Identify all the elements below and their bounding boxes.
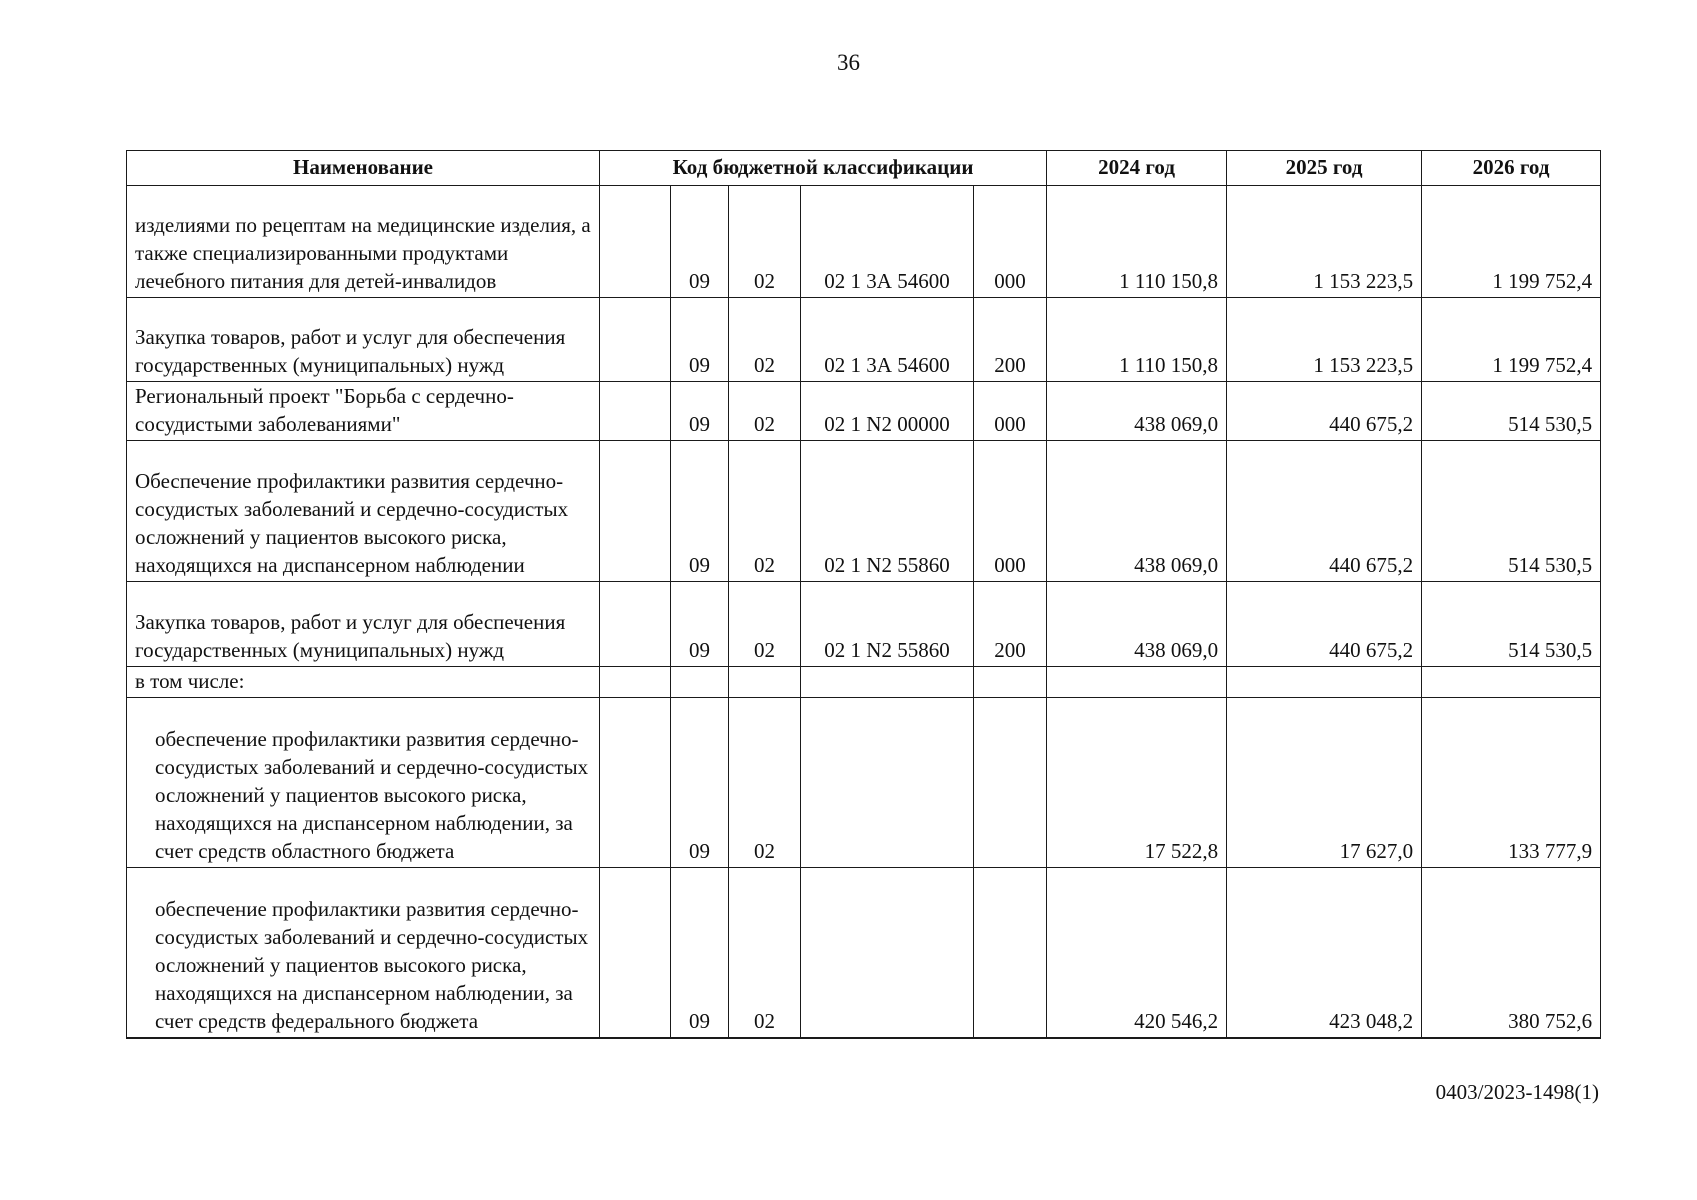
value-2025: 440 675,2: [1227, 382, 1422, 441]
value-2024: [1047, 667, 1227, 698]
page-number: 36: [837, 50, 860, 75]
target-code: 02 1 N2 55860: [801, 582, 974, 667]
code-cell: [600, 582, 671, 667]
table-row: [127, 868, 1601, 1038]
target-code: 02 1 N2 55860: [801, 441, 974, 582]
table-row: [127, 298, 1601, 382]
section-code: 09: [671, 698, 729, 868]
code-cell: [600, 868, 671, 1038]
table-row: [127, 698, 1601, 868]
row-name: Закупка товаров, работ и услуг для обеспечения государственных (муниципальных) нужд: [127, 582, 600, 667]
header-2024: 2024 год: [1047, 151, 1227, 186]
value-2024: 438 069,0: [1047, 582, 1227, 667]
value-2024: 1 110 150,8: [1047, 298, 1227, 382]
section-code: 09: [671, 441, 729, 582]
value-2026: 514 530,5: [1422, 382, 1601, 441]
value-2026: [1422, 667, 1601, 698]
target-code: 02 1 N2 00000: [801, 382, 974, 441]
expense-type-code: 000: [974, 186, 1047, 298]
subsection-code: [729, 667, 801, 698]
value-2026: 1 199 752,4: [1422, 298, 1601, 382]
row-name: Региональный проект "Борьба с сердечно-сосудистыми заболеваниями": [127, 382, 600, 441]
expense-type-code: 000: [974, 382, 1047, 441]
value-2025: 440 675,2: [1227, 441, 1422, 582]
row-name: обеспечение профилактики развития сердечно-сосудистых заболеваний и сердечно-сосудистых осложнений у пациентов высокого риска, находящихся на диспансерном наблюдении, за счет средств федерального бюджета: [127, 868, 600, 1038]
target-code: 02 1 3А 54600: [801, 298, 974, 382]
target-code: [801, 698, 974, 868]
code-cell: [600, 382, 671, 441]
value-2026: 380 752,6: [1422, 868, 1601, 1038]
header-code: Код бюджетной классификации: [600, 151, 1047, 186]
row-name: изделиями по рецептам на медицинские изделия, а также специализированными продуктами лечебного питания для детей-инвалидов: [127, 186, 600, 298]
table-header-row: [127, 151, 1601, 186]
value-2025: 1 153 223,5: [1227, 186, 1422, 298]
value-2026: 133 777,9: [1422, 698, 1601, 868]
table-row: [127, 582, 1601, 667]
expense-type-code: 200: [974, 582, 1047, 667]
section-code: 09: [671, 582, 729, 667]
code-cell: [600, 186, 671, 298]
header-2025: 2025 год: [1227, 151, 1422, 186]
table-row: [127, 667, 1601, 698]
value-2024: 1 110 150,8: [1047, 186, 1227, 298]
section-code: 09: [671, 868, 729, 1038]
value-2025: 1 153 223,5: [1227, 298, 1422, 382]
target-code: [801, 667, 974, 698]
expense-type-code: [974, 868, 1047, 1038]
subsection-code: 02: [729, 868, 801, 1038]
section-code: 09: [671, 186, 729, 298]
row-name: обеспечение профилактики развития сердечно-сосудистых заболеваний и сердечно-сосудистых осложнений у пациентов высокого риска, находящихся на диспансерном наблюдении, за счет средств областного бюджета: [127, 698, 600, 868]
value-2026: 514 530,5: [1422, 441, 1601, 582]
subsection-code: 02: [729, 186, 801, 298]
header-name: Наименование: [127, 151, 600, 186]
code-cell: [600, 298, 671, 382]
header-2026: 2026 год: [1422, 151, 1601, 186]
value-2024: 17 522,8: [1047, 698, 1227, 868]
code-cell: [600, 667, 671, 698]
expense-type-code: [974, 667, 1047, 698]
value-2025: 17 627,0: [1227, 698, 1422, 868]
subsection-code: 02: [729, 441, 801, 582]
value-2024: 438 069,0: [1047, 441, 1227, 582]
code-cell: [600, 441, 671, 582]
section-code: [671, 667, 729, 698]
document-code: 0403/2023-1498(1): [1435, 1080, 1599, 1104]
value-2024: 438 069,0: [1047, 382, 1227, 441]
section-code: 09: [671, 382, 729, 441]
expense-type-code: 000: [974, 441, 1047, 582]
value-2026: 514 530,5: [1422, 582, 1601, 667]
value-2025: 423 048,2: [1227, 868, 1422, 1038]
target-code: [801, 868, 974, 1038]
subsection-code: 02: [729, 382, 801, 441]
value-2026: 1 199 752,4: [1422, 186, 1601, 298]
value-2025: [1227, 667, 1422, 698]
section-code: 09: [671, 298, 729, 382]
value-2025: 440 675,2: [1227, 582, 1422, 667]
expense-type-code: 200: [974, 298, 1047, 382]
subsection-code: 02: [729, 698, 801, 868]
expense-type-code: [974, 698, 1047, 868]
table-row: [127, 186, 1601, 298]
target-code: 02 1 3А 54600: [801, 186, 974, 298]
row-name: Закупка товаров, работ и услуг для обеспечения государственных (муниципальных) нужд: [127, 298, 600, 382]
subsection-code: 02: [729, 582, 801, 667]
table-row: [127, 441, 1601, 582]
table-row: [127, 382, 1601, 441]
row-name: в том числе:: [127, 667, 600, 698]
subsection-code: 02: [729, 298, 801, 382]
value-2024: 420 546,2: [1047, 868, 1227, 1038]
row-name: Обеспечение профилактики развития сердечно-сосудистых заболеваний и сердечно-сосудистых осложнений у пациентов высокого риска, находящихся на диспансерном наблюдении: [127, 441, 600, 582]
budget-table: [126, 150, 1601, 1039]
code-cell: [600, 698, 671, 868]
